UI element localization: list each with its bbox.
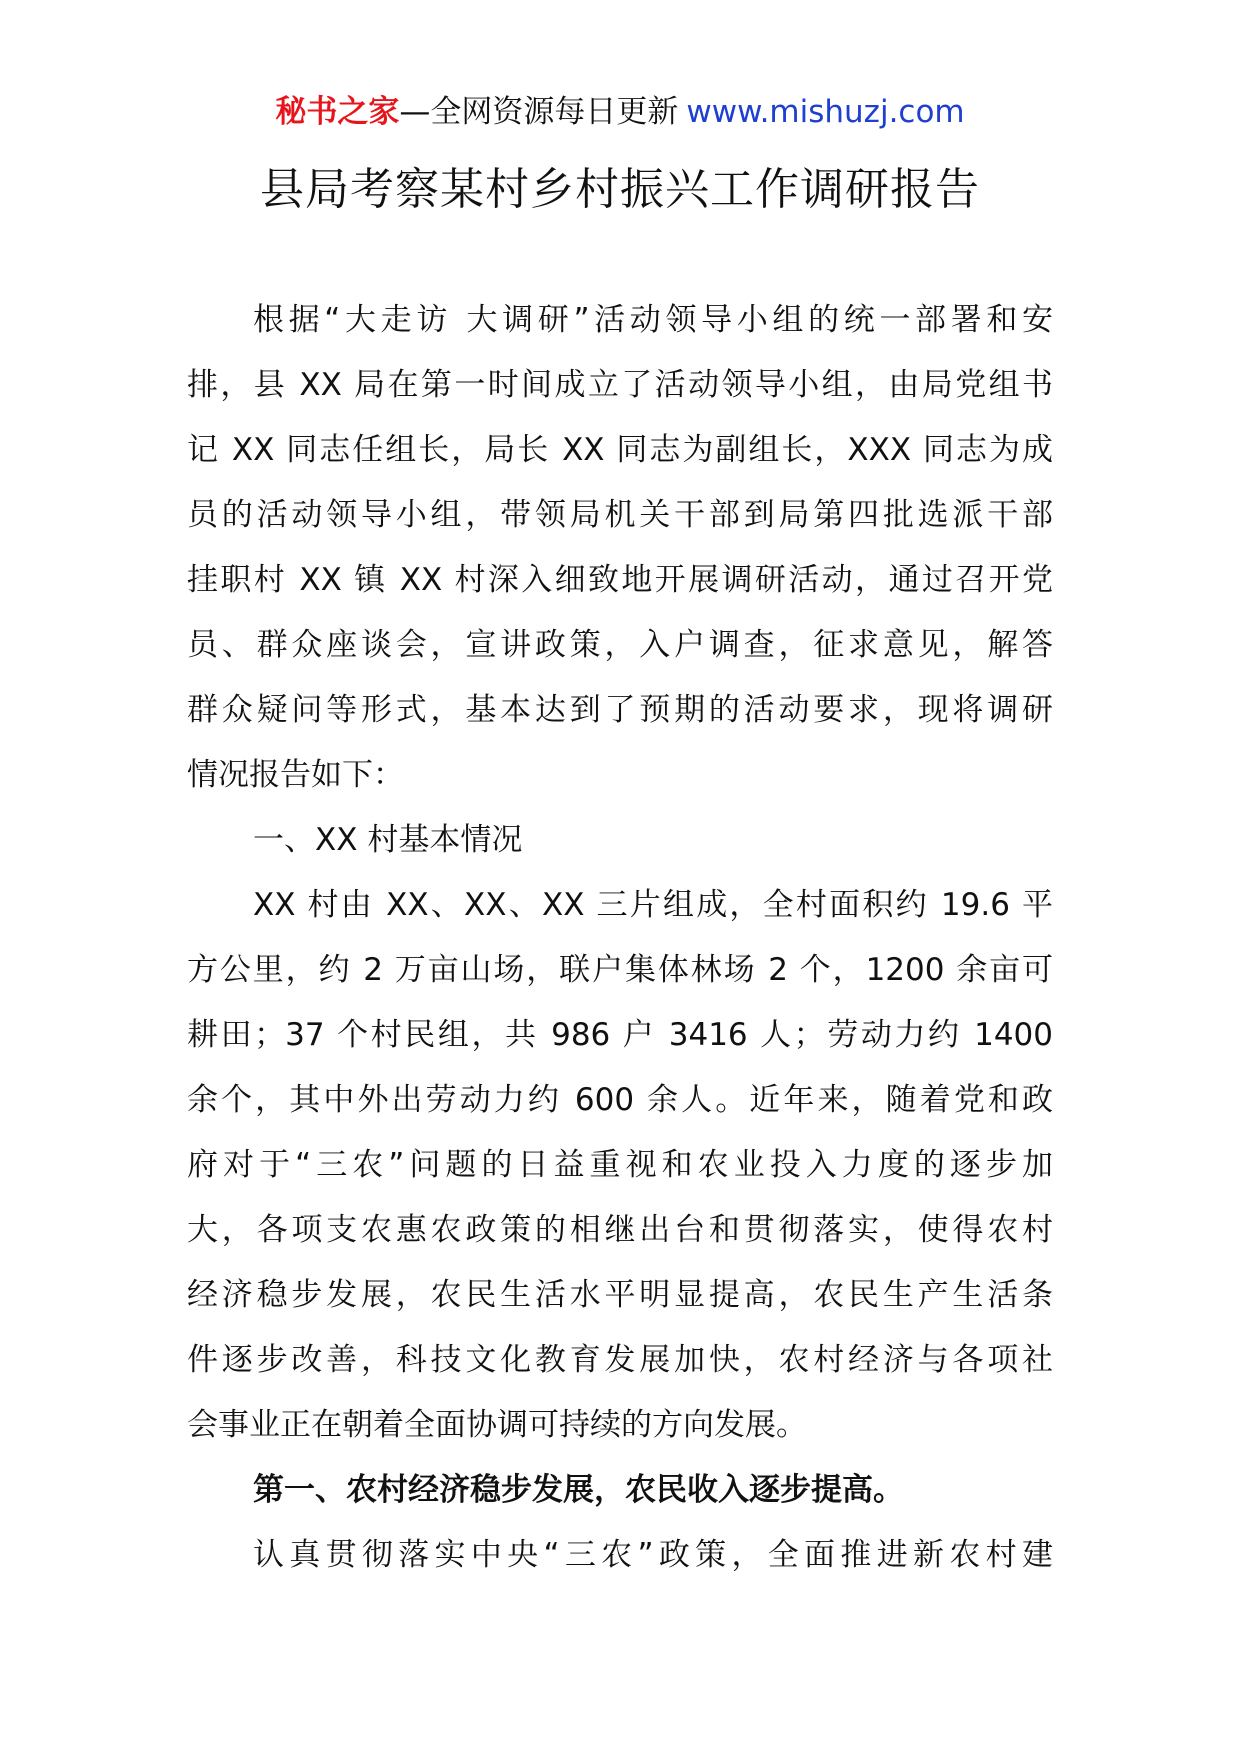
- paragraph-line: 认真贯彻落实中央“三农”政策，全面推进新农村建: [253, 1537, 1053, 1573]
- document-body: [187, 288, 1053, 1588]
- paragraph-line: 方公里，约 2 万亩山场，联户集体林场 2 个，1200 余亩可: [187, 952, 1053, 988]
- site-header: [0, 92, 1240, 132]
- paragraph-line: 排，县 XX 局在第一时间成立了活动领导小组，由局党组书: [187, 367, 1053, 403]
- section-heading: 一、XX 村基本情况: [253, 822, 523, 858]
- paragraph-line: 记 XX 同志任组长，局长 XX 同志为副组长，XXX 同志为成: [187, 432, 1053, 468]
- paragraph-line: 件逐步改善，科技文化教育发展加快，农村经济与各项社: [187, 1342, 1053, 1378]
- site-tagline: —全网资源每日更新: [399, 94, 679, 130]
- document-title: 县局考察某村乡村振兴工作调研报告: [260, 164, 980, 215]
- paragraph-line: 余个，其中外出劳动力约 600 余人。近年来，随着党和政: [187, 1082, 1053, 1118]
- paragraph-line: 员、群众座谈会，宣讲政策，入户调查，征求意见，解答: [187, 627, 1053, 663]
- paragraph-line: 大，各项支农惠农政策的相继出台和贯彻落实，使得农村: [187, 1212, 1053, 1248]
- paragraph-line: 群众疑问等形式，基本达到了预期的活动要求，现将调研: [187, 692, 1053, 728]
- paragraph-line: XX 村由 XX、XX、XX 三片组成，全村面积约 19.6 平: [253, 887, 1053, 923]
- site-url-link[interactable]: www.mishuzj.com: [686, 94, 965, 130]
- paragraph-line: 挂职村 XX 镇 XX 村深入细致地开展调研活动，通过召开党: [187, 562, 1053, 598]
- paragraph-line: 根据“大走访 大调研”活动领导小组的统一部署和安: [253, 302, 1053, 338]
- paragraph-line: 情况报告如下：: [187, 757, 404, 793]
- subsection-heading: 第一、农村经济稳步发展，农民收入逐步提高。: [253, 1472, 904, 1508]
- paragraph-line: 府对于“三农”问题的日益重视和农业投入力度的逐步加: [187, 1147, 1053, 1183]
- paragraph-line: 经济稳步发展，农民生活水平明显提高，农民生产生活条: [187, 1277, 1053, 1313]
- paragraph-line: 耕田；37 个村民组，共 986 户 3416 人；劳动力约 1400: [187, 1017, 1053, 1053]
- paragraph-line: 员的活动领导小组，带领局机关干部到局第四批选派干部: [187, 497, 1053, 533]
- paragraph-line: 会事业正在朝着全面协调可持续的方向发展。: [187, 1407, 807, 1443]
- site-brand: 秘书之家: [275, 94, 400, 130]
